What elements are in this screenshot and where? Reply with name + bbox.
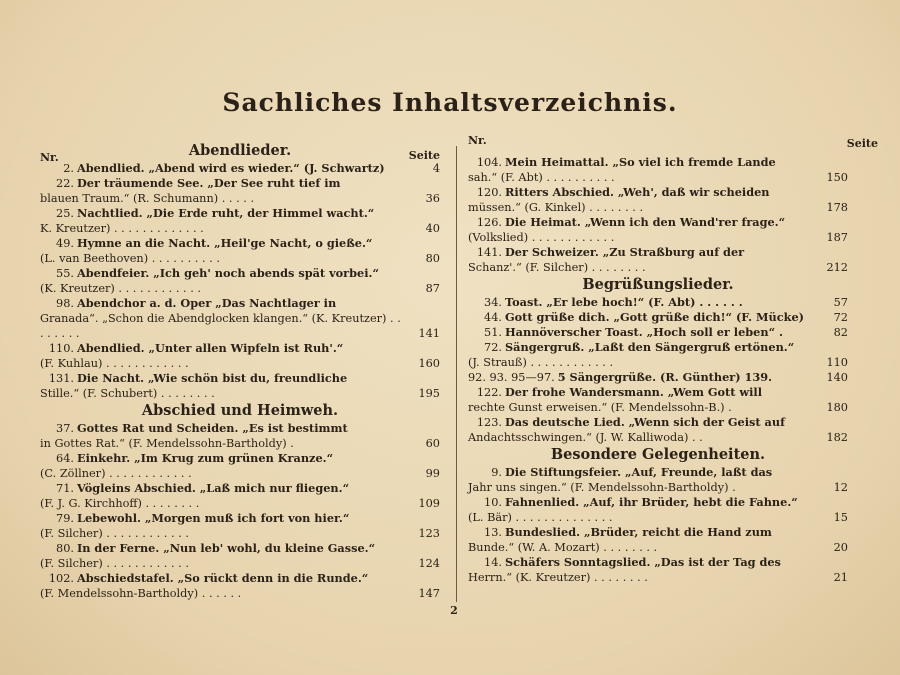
entry-number: 104. (476, 156, 502, 169)
page-number: 2 (450, 604, 458, 617)
index-entry (40, 176, 440, 206)
entry-number: 131. (48, 372, 74, 385)
entry-number: 49. (56, 237, 74, 250)
section-heading: Abendlieder. (188, 142, 292, 159)
entry-page: 57 (833, 296, 848, 309)
entry-line-2: sah.“ (F. Abt) . . . . . . . . . . (468, 171, 615, 184)
entry-line-1: Abendfeier. „Ich geh' noch abends spät vorbei.“ (77, 266, 379, 280)
index-entry (468, 155, 848, 185)
entry-line-1: Hannöverscher Toast. „Hoch soll er leben“ . (505, 325, 783, 339)
entry-line-1: Ritters Abschied. „Weh', daß wir scheiden (505, 185, 770, 199)
entry-number: 2. (63, 162, 74, 175)
entry-number: 126. (476, 216, 502, 229)
index-entry (468, 185, 848, 215)
entry-line-1: Das deutsche Lied. „Wenn sich der Geist auf (505, 415, 785, 429)
entry-line-2: blauen Traum.“ (R. Schumann) . . . . . (40, 192, 255, 205)
entry-page: 124 (418, 557, 440, 570)
entry-page: 80 (425, 252, 440, 265)
entry-number: 79. (56, 512, 74, 525)
entry-line-1: Der frohe Wandersmann. „Wem Gott will (505, 385, 762, 399)
index-entry (468, 525, 848, 555)
entry-line-2: K. Kreutzer) . . . . . . . . . . . . . (40, 222, 204, 235)
left-sections (40, 143, 440, 601)
nr-header-right: Nr. (468, 134, 487, 147)
entry-line-2: rechte Gunst erweisen.“ (F. Mendelssohn-B.) . (468, 401, 732, 414)
entry-number: 110. (48, 342, 74, 355)
entry-line-1: Der träumende See. „Der See ruht tief im (77, 176, 341, 190)
entry-line-1: Abendlied. „Unter allen Wipfeln ist Ruh'.“ (77, 341, 344, 355)
entry-line-2: (L. van Beethoven) . . . . . . . . . . (40, 252, 220, 265)
entry-line-1: Mein Heimattal. „So viel ich fremde Lande (505, 155, 776, 169)
index-entry (40, 481, 440, 511)
entry-number: 37. (56, 422, 74, 435)
entry-line-1: Die Nacht. „Wie schön bist du, freundliche (77, 371, 348, 385)
index-entry (40, 371, 440, 401)
entry-page: 180 (826, 401, 848, 414)
entry-page: 60 (425, 437, 440, 450)
entry-page: 182 (826, 431, 848, 444)
entry-number: 44. (484, 311, 502, 324)
entry-line-1: Hymne an die Nacht. „Heil'ge Nacht, o gieße.“ (77, 236, 373, 250)
entry-line-2: (F. Kuhlau) . . . . . . . . . . . . (40, 357, 189, 370)
entry-page: 212 (826, 261, 848, 274)
index-entry (40, 236, 440, 266)
entry-line-2: (J. Strauß) . . . . . . . . . . . . (468, 356, 614, 369)
seite-header: Seite (408, 149, 440, 162)
index-entry (468, 370, 848, 385)
index-entry (468, 325, 848, 340)
entry-line-2: (F. Mendelssohn-Bartholdy) . . . . . . (40, 587, 242, 600)
entry-page: 40 (425, 222, 440, 235)
entry-number: 25. (56, 207, 74, 220)
entry-line-2: Schanz'.“ (F. Silcher) . . . . . . . . (468, 261, 646, 274)
entry-line-1: Bundeslied. „Brüder, reicht die Hand zum (505, 525, 772, 539)
entry-page: 99 (425, 467, 440, 480)
entry-line-1: Einkehr. „Im Krug zum grünen Kranze.“ (77, 451, 334, 465)
section-heading: Begrüßungslieder. (582, 276, 734, 293)
entry-page: 21 (833, 571, 848, 584)
entry-page: 72 (833, 311, 848, 324)
entry-page: 123 (418, 527, 440, 540)
entry-number: 120. (476, 186, 502, 199)
entry-line-1: Schäfers Sonntagslied. „Das ist der Tag des (505, 555, 781, 569)
entry-page: 195 (418, 387, 440, 400)
entry-number: 92. 93. 95—97. (468, 371, 555, 384)
entry-line-1: Der Schweizer. „Zu Straßburg auf der (505, 245, 745, 259)
entry-number: 22. (56, 177, 74, 190)
entry-line-2: müssen.“ (G. Kinkel) . . . . . . . . (468, 201, 644, 214)
entry-page: 141 (418, 327, 440, 340)
entry-page: 178 (826, 201, 848, 214)
index-entry (468, 495, 848, 525)
index-entry (40, 296, 440, 341)
entry-page: 110 (826, 356, 848, 369)
index-entry (468, 415, 848, 445)
entry-page: 12 (833, 481, 848, 494)
index-entry (40, 541, 440, 571)
entry-line-1: 5 Sängergrüße. (R. Günther) 139. (557, 370, 773, 384)
entry-line-2: (F. Silcher) . . . . . . . . . . . . (40, 527, 189, 540)
section-heading: Abschied und Heimweh. (141, 402, 339, 419)
entry-page: 109 (418, 497, 440, 510)
entry-number: 123. (476, 416, 502, 429)
entry-number: 141. (476, 246, 502, 259)
entry-line-2: Granada“. „Schon die Abendglocken klangen.“ (K. Kreutzer) . . . . . . . . (40, 312, 401, 340)
entry-line-1: Abschiedstafel. „So rückt denn in die Runde.“ (77, 571, 369, 585)
index-entry (468, 215, 848, 245)
entry-line-2: in Gottes Rat.“ (F. Mendelssohn-Bartholdy) . (40, 437, 294, 450)
entry-page: 15 (833, 511, 848, 524)
entry-line-1: Abendchor a. d. Oper „Das Nachtlager in (77, 296, 337, 310)
entry-number: 64. (56, 452, 74, 465)
right-sections (468, 155, 848, 585)
entry-line-1: Toast. „Er lebe hoch!“ (F. Abt) . . . . . . (505, 295, 743, 309)
entry-line-1: Fahnenlied. „Auf, ihr Brüder, hebt die Fahne.“ (505, 495, 798, 509)
index-entry (40, 451, 440, 481)
nr-header: Nr. (40, 151, 59, 164)
entry-line-1: In der Ferne. „Nun leb' wohl, du kleine Gasse.“ (77, 541, 376, 555)
entry-number: 122. (476, 386, 502, 399)
index-entry (468, 465, 848, 495)
entry-line-2: (L. Bär) . . . . . . . . . . . . . . (468, 511, 613, 524)
entry-page: 187 (826, 231, 848, 244)
entry-line-2: Stille.“ (F. Schubert) . . . . . . . . (40, 387, 215, 400)
index-entry (468, 295, 848, 310)
column-divider (456, 146, 457, 602)
entry-number: 10. (484, 496, 502, 509)
entry-number: 9. (491, 466, 502, 479)
entry-page: 147 (418, 587, 440, 600)
index-entry (468, 385, 848, 415)
index-entry (468, 310, 848, 325)
entry-page: 36 (425, 192, 440, 205)
entry-number: 71. (56, 482, 74, 495)
section-heading: Besondere Gelegenheiten. (550, 446, 766, 463)
entry-number: 51. (484, 326, 502, 339)
entry-line-2: Jahr uns singen.“ (F. Mendelssohn-Bartholdy) . (468, 481, 736, 494)
entry-page: 20 (833, 541, 848, 554)
entry-line-1: Lebewohl. „Morgen muß ich fort von hier.“ (77, 511, 350, 525)
entry-page: 160 (418, 357, 440, 370)
entry-page: 150 (826, 171, 848, 184)
entry-number: 34. (484, 296, 502, 309)
entry-line-1: Vögleins Abschied. „Laß mich nur fliegen.“ (77, 481, 350, 495)
page-title: Sachliches Inhaltsverzeichnis. (222, 88, 678, 117)
index-entry (40, 341, 440, 371)
entry-line-1: Nachtlied. „Die Erde ruht, der Himmel wacht.“ (77, 206, 375, 220)
entry-number: 14. (484, 556, 502, 569)
index-entry (40, 266, 440, 296)
entry-line-2: Herrn.“ (K. Kreutzer) . . . . . . . . (468, 571, 648, 584)
entry-page: 82 (833, 326, 848, 339)
entry-number: 13. (484, 526, 502, 539)
entry-number: 98. (56, 297, 74, 310)
index-entry (40, 511, 440, 541)
index-entry (468, 245, 848, 275)
index-entry (40, 161, 440, 176)
index-entry (40, 421, 440, 451)
entry-line-1: Sängergruß. „Laßt den Sängergruß ertönen.“ (505, 340, 795, 354)
entry-number: 80. (56, 542, 74, 555)
index-entry (40, 571, 440, 601)
index-entry (40, 206, 440, 236)
entry-line-1: Abendlied. „Abend wird es wieder.“ (J. Schwartz) (77, 161, 385, 175)
entry-line-1: Die Stiftungsfeier. „Auf, Freunde, laßt das (505, 465, 773, 479)
entry-line-2: (C. Zöllner) . . . . . . . . . . . . (40, 467, 192, 480)
index-entry (468, 555, 848, 585)
entry-line-1: Gott grüße dich. „Gott grüße dich!“ (F. Mücke) (505, 310, 805, 324)
entry-page: 87 (425, 282, 440, 295)
index-entry (468, 340, 848, 370)
entry-line-1: Die Heimat. „Wenn ich den Wand'rer frage.“ (505, 215, 786, 229)
entry-line-2: (K. Kreutzer) . . . . . . . . . . . . (40, 282, 201, 295)
entry-number: 102. (48, 572, 74, 585)
entry-line-2: (Volkslied) . . . . . . . . . . . . (468, 231, 615, 244)
seite-header-right: Seite (846, 137, 878, 150)
entry-line-2: Andachtsschwingen.“ (J. W. Kalliwoda) . . (468, 431, 703, 444)
entry-line-1: Gottes Rat und Scheiden. „Es ist bestimmt (77, 421, 348, 435)
entry-number: 55. (56, 267, 74, 280)
entry-page: 4 (432, 162, 440, 175)
entry-line-2: Bunde.“ (W. A. Mozart) . . . . . . . . (468, 541, 658, 554)
entry-line-2: (F. J. G. Kirchhoff) . . . . . . . . (40, 497, 200, 510)
entry-page: 140 (826, 371, 848, 384)
entry-number: 72. (484, 341, 502, 354)
entry-line-2: (F. Silcher) . . . . . . . . . . . . (40, 557, 189, 570)
